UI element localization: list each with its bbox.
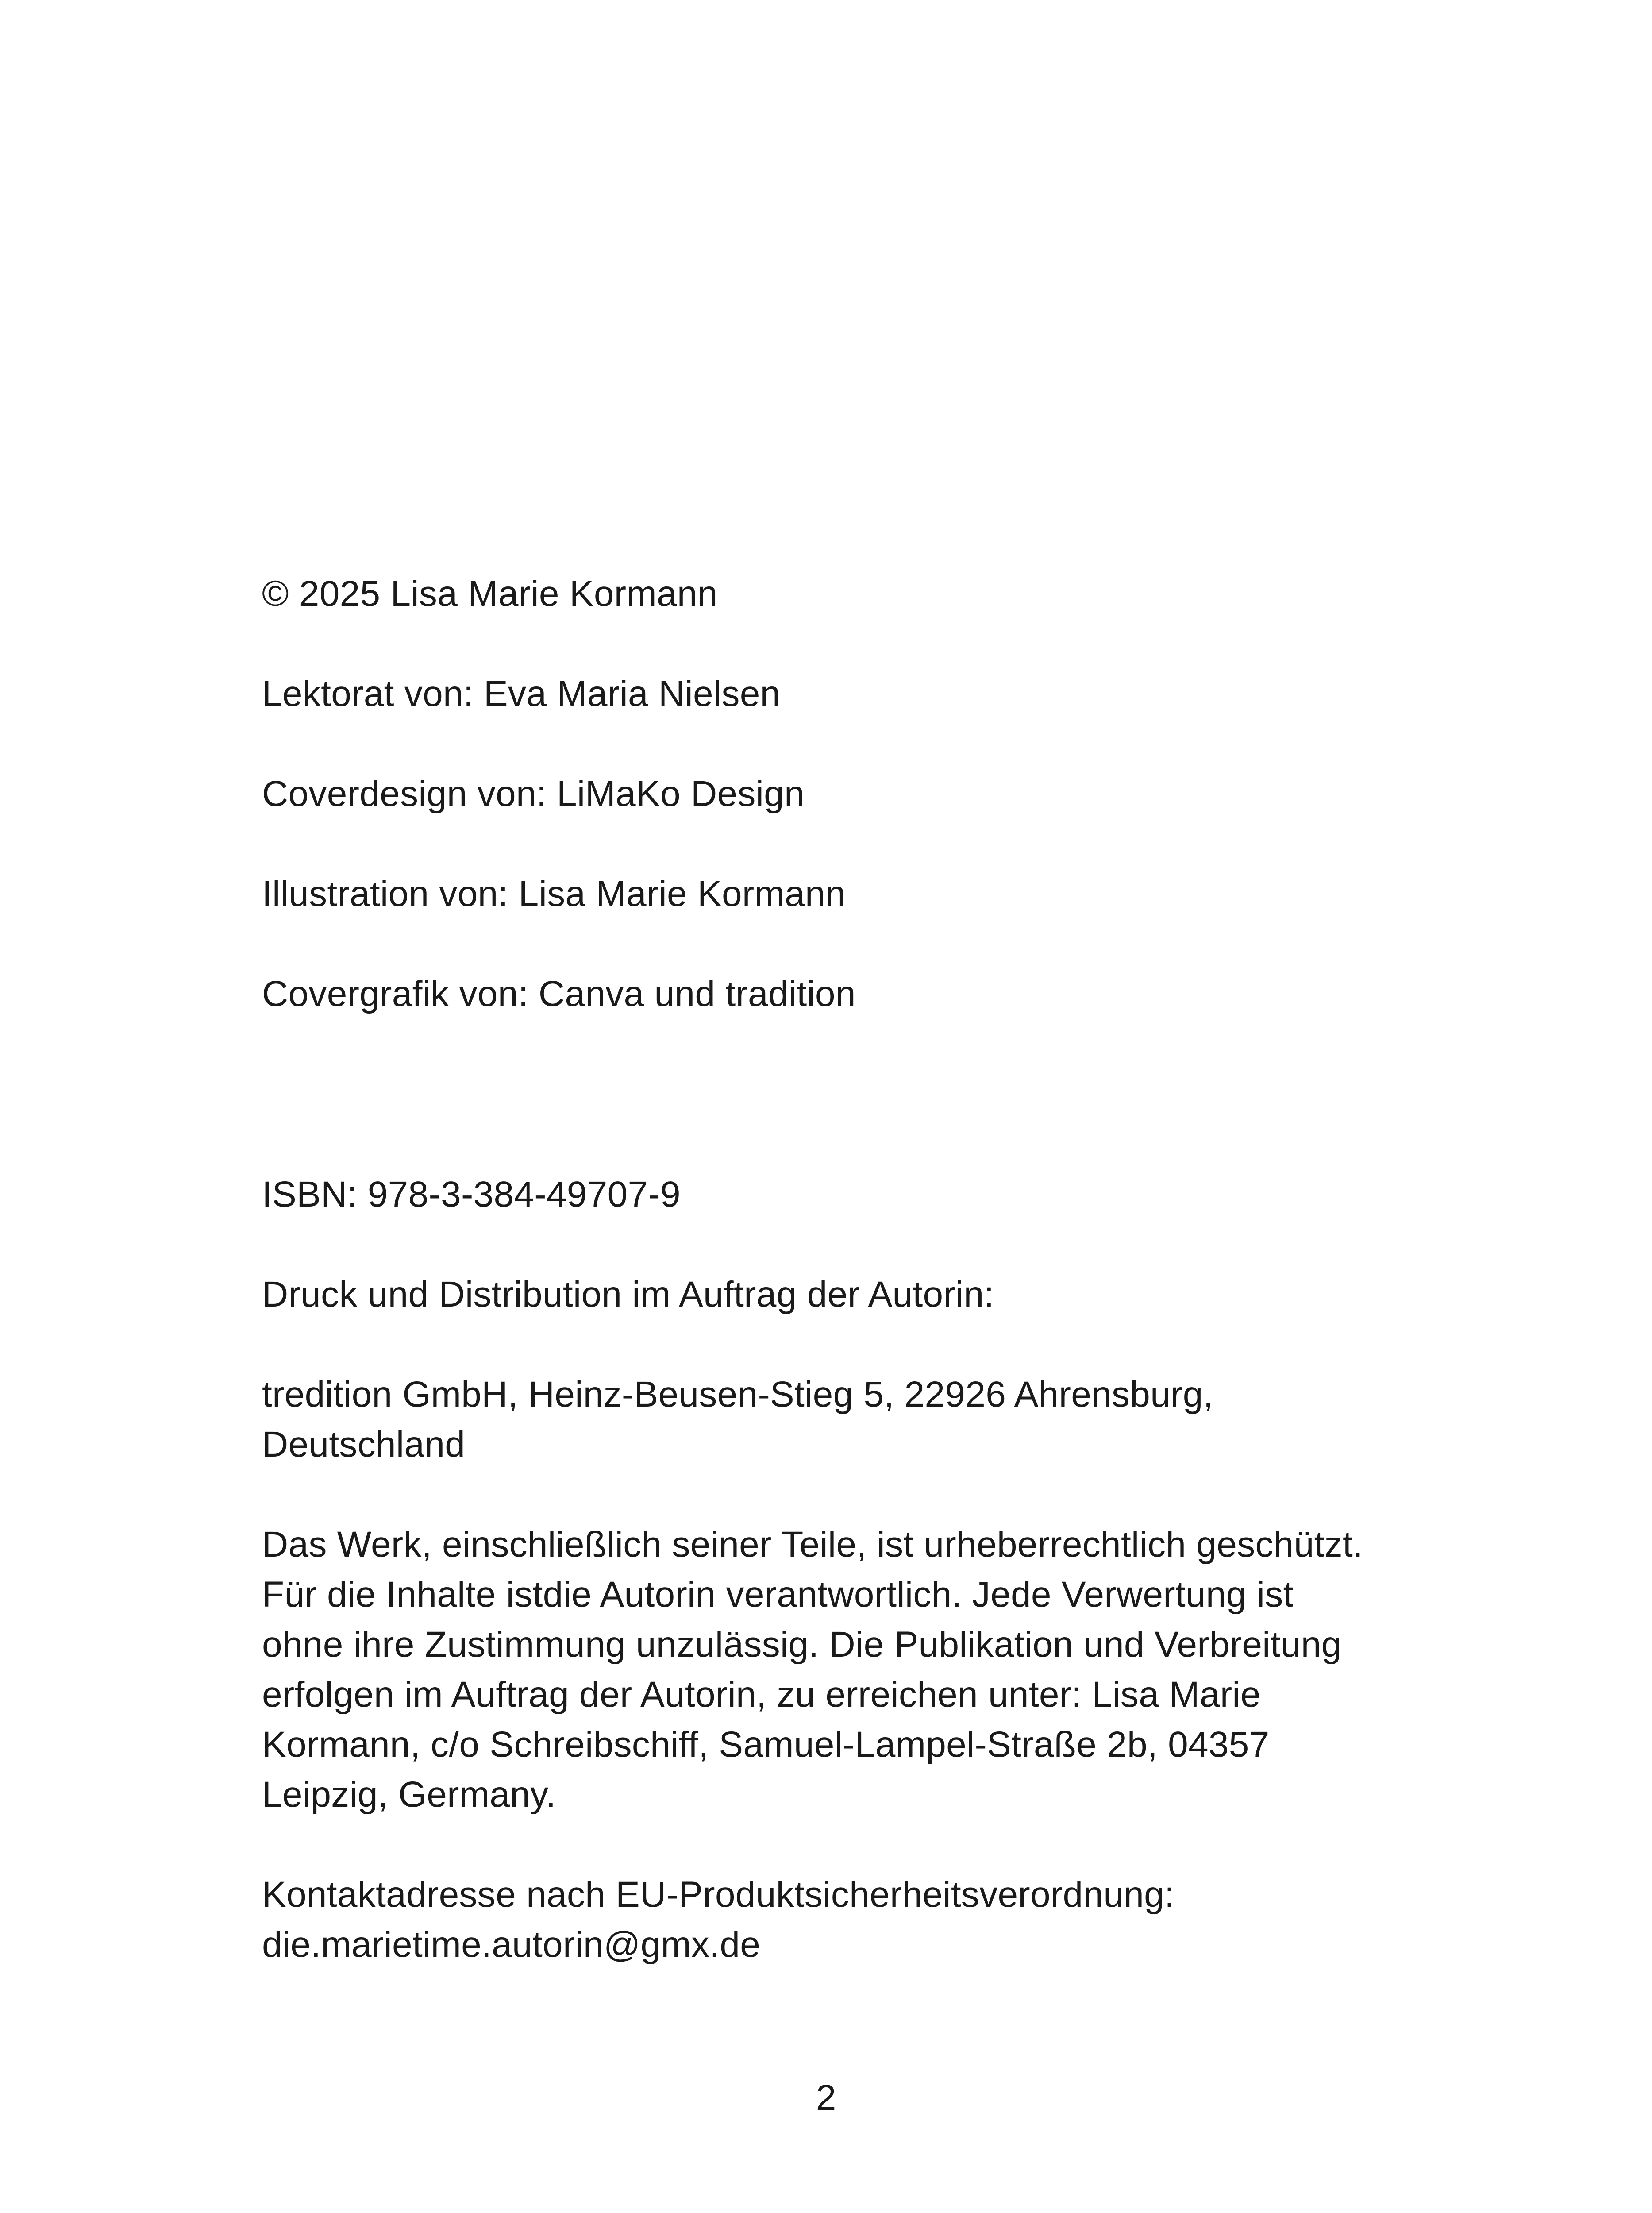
illustration-credit: Illustration von: Lisa Marie Kormann (262, 874, 846, 914)
legal-notice-line: erfolgen im Auftrag der Autorin, zu erreichen unter: Lisa Marie (262, 1674, 1261, 1715)
print-distribution-line: Druck und Distribution im Auftrag der Autorin: (262, 1274, 994, 1315)
publisher-address (262, 1369, 1413, 1469)
contact-block (262, 1870, 1413, 1970)
contact-label: Kontaktadresse nach EU-Produktsicherheitsverordnung: (262, 1874, 1175, 1915)
contact-email: die.marietime.autorin@gmx.de (262, 1924, 761, 1965)
isbn-line: ISBN: 978-3-384-49707-9 (262, 1174, 681, 1214)
legal-notice-line: Kormann, c/o Schreibschiff, Samuel-Lampel-Straße 2b, 04357 (262, 1724, 1270, 1765)
editing-credit: Lektorat von: Eva Maria Nielsen (262, 674, 781, 714)
publisher-address-line: tredition GmbH, Heinz-Beusen-Stieg 5, 22926 Ahrensburg, (262, 1374, 1213, 1415)
legal-notice-line: Leipzig, Germany. (262, 1774, 556, 1815)
cover-graphic-credit: Covergrafik von: Canva und tradition (262, 974, 856, 1014)
legal-notice (262, 1519, 1413, 1820)
legal-notice-line: ohne ihre Zustimmung unzulässig. Die Publikation und Verbreitung (262, 1624, 1342, 1665)
legal-notice-line: Das Werk, einschließlich seiner Teile, ist urheberrechtlich geschützt. (262, 1524, 1363, 1565)
copyright-line: © 2025 Lisa Marie Kormann (262, 574, 718, 614)
cover-design-credit: Coverdesign von: LiMaKo Design (262, 774, 805, 814)
publisher-address-line: Deutschland (262, 1424, 466, 1465)
imprint-content (262, 569, 1413, 1970)
legal-notice-line: Für die Inhalte istdie Autorin verantwortlich. Jede Verwertung ist (262, 1574, 1294, 1615)
page-number: 2 (816, 2078, 836, 2118)
